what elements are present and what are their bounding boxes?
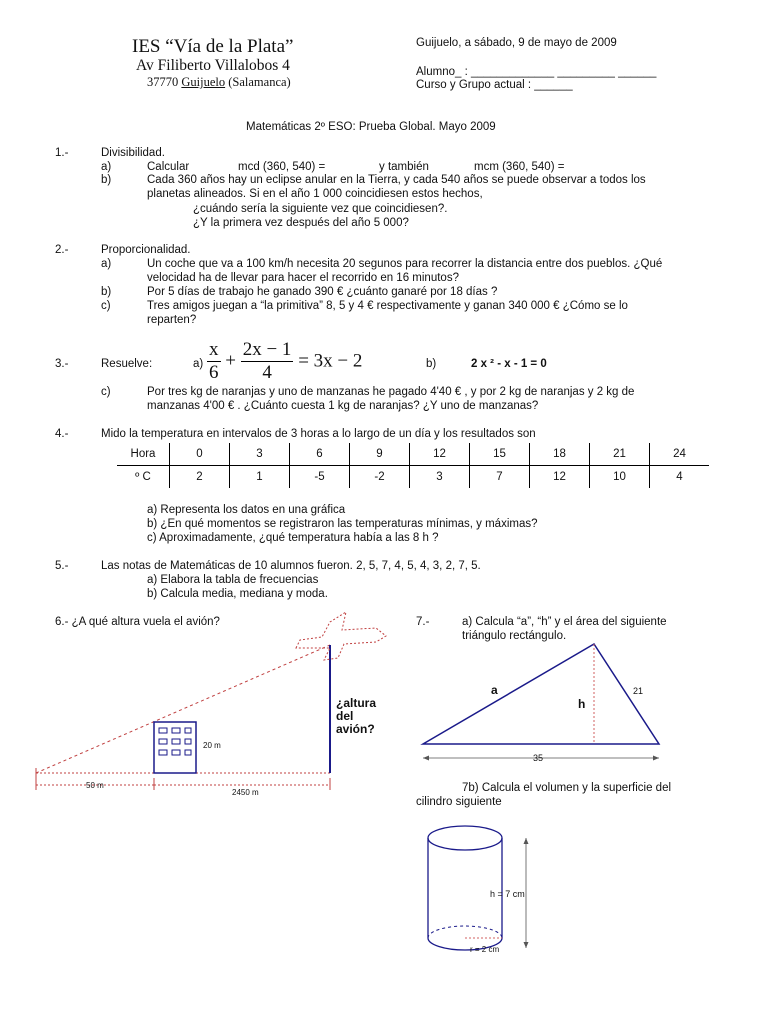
q1b-label: b)	[101, 174, 112, 186]
exam-date: Guijuelo, a sábado, 9 de mayo de 2009	[416, 37, 617, 49]
q7b-line2: cilindro siguiente	[416, 796, 502, 808]
fraction-2-numerator: 2x − 1	[242, 339, 292, 360]
q5-number: 5.-	[55, 560, 69, 572]
q2-title: Proporcionalidad.	[101, 244, 191, 256]
table-row-hours	[117, 443, 709, 466]
q2a-line2: velocidad ha de llevar para hacer el recorrido en 16 minutos?	[147, 272, 459, 284]
triangle-diagram	[416, 640, 666, 770]
q4b: b) ¿En qué momentos se registraron las temperaturas mínimas, y máximas?	[147, 518, 538, 530]
temp-cell: 7	[470, 466, 530, 489]
table-row-temperatures	[117, 466, 709, 489]
q4c: c) Aproximadamente, ¿qué temperatura había a las 8 h ?	[147, 532, 439, 544]
cylinder-height-label: h = 7 cm	[490, 889, 525, 899]
hour-cell: 0	[170, 443, 230, 466]
q4a: a) Representa los datos en una gráfica	[147, 504, 346, 516]
triangle-label-35: 35	[533, 753, 544, 763]
q3a-label: a)	[193, 358, 204, 370]
q4-number: 4.-	[55, 428, 69, 440]
cylinder-top	[428, 826, 502, 850]
q7b-line1: 7b) Calcula el volumen y la superficie del	[462, 782, 672, 794]
hour-cell: 18	[530, 443, 590, 466]
q1a-label: a)	[101, 161, 112, 173]
q3b-label: b)	[426, 358, 437, 370]
hour-cell: 21	[590, 443, 650, 466]
hour-cell: 6	[290, 443, 350, 466]
temp-cell: 10	[590, 466, 650, 489]
building-windows	[159, 728, 191, 755]
city-province: (Salamanca)	[225, 75, 291, 89]
temp-cell: 4	[650, 466, 710, 489]
q1a-also: y también	[379, 161, 429, 173]
q5b: b) Calcula media, mediana y moda.	[147, 588, 328, 600]
q2c-label: c)	[101, 300, 111, 312]
hour-cell: 24	[650, 443, 710, 466]
fraction-1	[207, 339, 221, 384]
city-postcode: 37770	[147, 75, 182, 89]
plane-height-label-line1: ¿altura	[336, 696, 377, 710]
q7-number: 7.-	[416, 616, 430, 628]
school-name: IES “Vía de la Plata”	[132, 36, 294, 57]
school-address: Av Filiberto Villalobos 4	[136, 57, 290, 74]
plus-sign: +	[225, 350, 236, 372]
plane-height-label	[336, 697, 376, 736]
cylinder-radius-label: r = 2 cm	[470, 945, 500, 954]
temp-row-label: º C	[135, 471, 151, 483]
city-town: Guijuelo	[181, 75, 226, 89]
airplane-icon	[296, 612, 386, 660]
q3b-equation: 2 x ² - x - 1 = 0	[471, 358, 547, 370]
fraction-2-denominator: 4	[262, 362, 272, 383]
q5a: a) Elabora la tabla de frecuencias	[147, 574, 319, 586]
distance-label-50: 50 m	[86, 781, 104, 790]
fraction-2	[241, 339, 294, 384]
temp-cell: 3	[410, 466, 470, 489]
q2a-line1: Un coche que va a 100 km/h necesita 20 segunos para recorrer la distancia entre dos pueblos. ¿Qué	[147, 258, 663, 270]
q1b-line3: ¿cuándo sería la siguiente vez que coincidiesen?.	[193, 203, 448, 215]
temperature-table	[117, 443, 709, 488]
q6-title: 6.- ¿A qué altura vuela el avión?	[55, 616, 220, 628]
q1b-line2: planetas alineados. Si en el año 1 000 coincidiesen estos hechos,	[147, 188, 483, 200]
q1-title: Divisibilidad.	[101, 147, 165, 159]
temp-cell: -2	[350, 466, 410, 489]
triangle-label-21: 21	[633, 686, 644, 696]
student-name-field: Alumno_ : _____________ _________ ______	[416, 66, 657, 78]
q3-number: 3.-	[55, 358, 69, 370]
temp-cell: -5	[290, 466, 350, 489]
q2-number: 2.-	[55, 244, 69, 256]
group-field: Curso y Grupo actual : ______	[416, 79, 573, 91]
sight-line	[36, 645, 330, 773]
plane-height-label-line3: avión?	[336, 722, 375, 736]
q3c-label: c)	[101, 386, 111, 398]
fraction-1-numerator: x	[209, 339, 219, 360]
q1b-line4: ¿Y la primera vez después del año 5 000?	[193, 217, 409, 229]
hour-cell: 9	[350, 443, 410, 466]
q1a-calc: Calcular	[147, 161, 190, 173]
q3c-line2: manzanas 4'00 € . ¿Cuánto cuesta 1 kg de naranjas? ¿Y uno de manzanas?	[147, 400, 539, 412]
q2b-line1: Por 5 días de trabajo he ganado 390 € ¿cuánto ganaré por 18 días ?	[147, 286, 498, 298]
q2a-label: a)	[101, 258, 112, 270]
building-height-label: 20 m	[203, 741, 221, 750]
hour-cell: 3	[230, 443, 290, 466]
q5-intro: Las notas de Matemáticas de 10 alumnos fueron. 2, 5, 7, 4, 5, 4, 3, 2, 7, 5.	[101, 560, 481, 572]
school-city	[147, 75, 291, 90]
temp-cell: 2	[170, 466, 230, 489]
fraction-1-denominator: 6	[209, 362, 219, 383]
q4-intro: Mido la temperatura en intervalos de 3 horas a lo largo de un día y los resultados son	[101, 428, 536, 440]
q2c-line1: Tres amigos juegan a “la primitiva” 8, 5 y 4 € respectivamente y ganan 340 000 € ¿Cómo se lo	[147, 300, 628, 312]
q2b-label: b)	[101, 286, 112, 298]
triangle-label-a: a	[491, 683, 498, 697]
distance-label-2450: 2450 m	[232, 788, 259, 797]
hour-cell: 15	[470, 443, 530, 466]
right-triangle	[423, 644, 659, 744]
hour-cell: 12	[410, 443, 470, 466]
temp-cell: 12	[530, 466, 590, 489]
equation-rhs: = 3x − 2	[298, 350, 363, 372]
building	[154, 722, 196, 773]
q7a-line1: a) Calcula “a”, “h” y el área del siguiente	[462, 616, 667, 628]
temp-cell: 1	[230, 466, 290, 489]
exam-title: Matemáticas 2º ESO: Prueba Global. Mayo 2009	[246, 121, 496, 133]
q1a-mcm: mcm (360, 540) =	[474, 161, 565, 173]
q3a-equation	[207, 339, 362, 384]
q3c-line1: Por tres kg de naranjas y uno de manzanas he pagado 4'40 € , y por 2 kg de naranjas y 2 kg de	[147, 386, 635, 398]
q2c-line2: reparten?	[147, 314, 197, 326]
hour-row-label: Hora	[117, 443, 170, 466]
q1a-mcd: mcd (360, 540) =	[238, 161, 326, 173]
plane-height-label-line2: del	[336, 709, 354, 723]
triangle-label-h: h	[578, 697, 586, 711]
q3-title: Resuelve:	[101, 358, 153, 370]
q1b-line1: Cada 360 años hay un eclipse anular en la Tierra, y cada 540 años se puede observar a todos los	[147, 174, 646, 186]
q7a-line2: triángulo rectángulo.	[462, 630, 567, 642]
q1-number: 1.-	[55, 147, 69, 159]
